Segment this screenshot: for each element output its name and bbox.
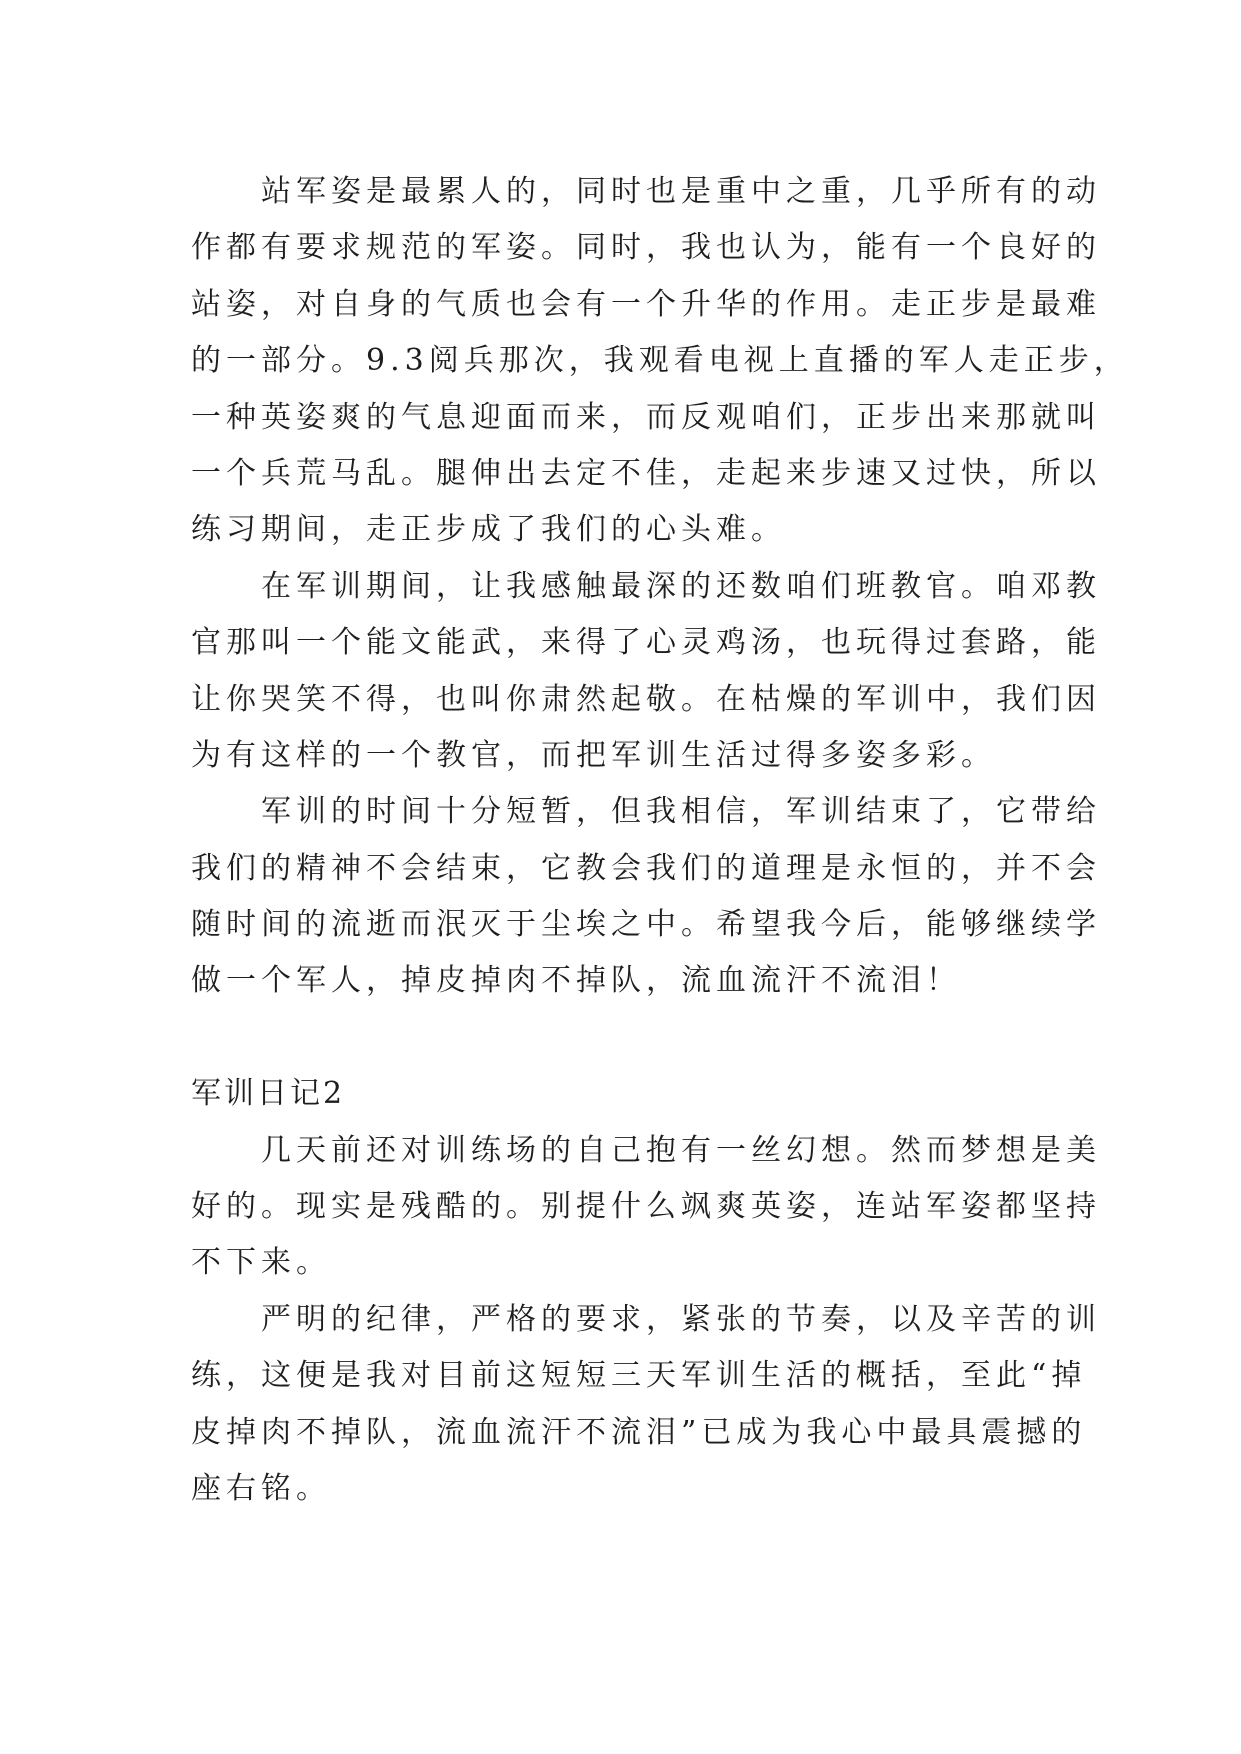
- document-body: [191, 164, 1129, 1517]
- text-line: 让你哭笑不得，也叫你肃然起敬。在枯燥的军训中，我们因: [191, 681, 1101, 717]
- text-line: 为有这样的一个教官，而把军训生活过得多姿多彩。: [191, 737, 996, 773]
- text-line: 不下来。: [191, 1245, 331, 1281]
- paragraph: [191, 164, 1129, 559]
- paragraph: [191, 1292, 1101, 1518]
- paragraph: [191, 784, 1101, 1010]
- text-line: 的一部分。9.3阅兵那次，我观看电视上直播的军人走正步，: [191, 343, 1129, 379]
- text-line: 练，这便是我对目前这短短三天军训生活的概括，至此“掉: [191, 1358, 1087, 1394]
- text-line: 做一个军人，掉皮掉肉不掉队，流血流汗不流泪！: [191, 963, 961, 999]
- text-line: 严明的纪律，严格的要求，紧张的节奏，以及辛苦的训: [261, 1301, 1101, 1337]
- paragraph: [191, 559, 1101, 785]
- text-line: 一种英姿爽的气息迎面而来，而反观咱们，正步出来那就叫: [191, 399, 1101, 435]
- text-line: 站军姿是最累人的，同时也是重中之重，几乎所有的动: [261, 174, 1101, 209]
- text-line: 座右铭。: [191, 1470, 331, 1506]
- text-line: 站姿，对自身的气质也会有一个升华的作用。走正步是最难: [191, 286, 1101, 322]
- text-line: 好的。现实是残酷的。别提什么飒爽英姿，连站军姿都坚持: [191, 1189, 1101, 1225]
- text-line: 一个兵荒马乱。腿伸出去定不佳，走起来步速又过快，所以: [191, 455, 1101, 491]
- text-line: 我们的精神不会结束，它教会我们的道理是永恒的，并不会: [191, 850, 1101, 886]
- paragraph: [191, 1123, 1101, 1292]
- text-line: 作都有要求规范的军姿。同时，我也认为，能有一个良好的: [191, 230, 1101, 266]
- text-line: 练习期间，走正步成了我们的心头难。: [191, 512, 786, 548]
- text-line: 军训的时间十分短暂，但我相信，军训结束了，它带给: [261, 794, 1101, 830]
- section-heading: 军训日记2: [191, 1076, 346, 1112]
- blank-line: [191, 1010, 1051, 1066]
- text-line: 随时间的流逝而泯灭于尘埃之中。希望我今后，能够继续学: [191, 907, 1101, 943]
- text-line: 几天前还对训练场的自己抱有一丝幻想。然而梦想是美: [261, 1132, 1101, 1168]
- text-line: 皮掉肉不掉队，流血流汗不流泪”已成为我心中最具震撼的: [191, 1414, 1087, 1450]
- text-line: 官那叫一个能文能武，来得了心灵鸡汤，也玩得过套路，能: [191, 625, 1101, 661]
- text-line: 在军训期间，让我感触最深的还数咱们班教官。咱邓教: [261, 568, 1101, 604]
